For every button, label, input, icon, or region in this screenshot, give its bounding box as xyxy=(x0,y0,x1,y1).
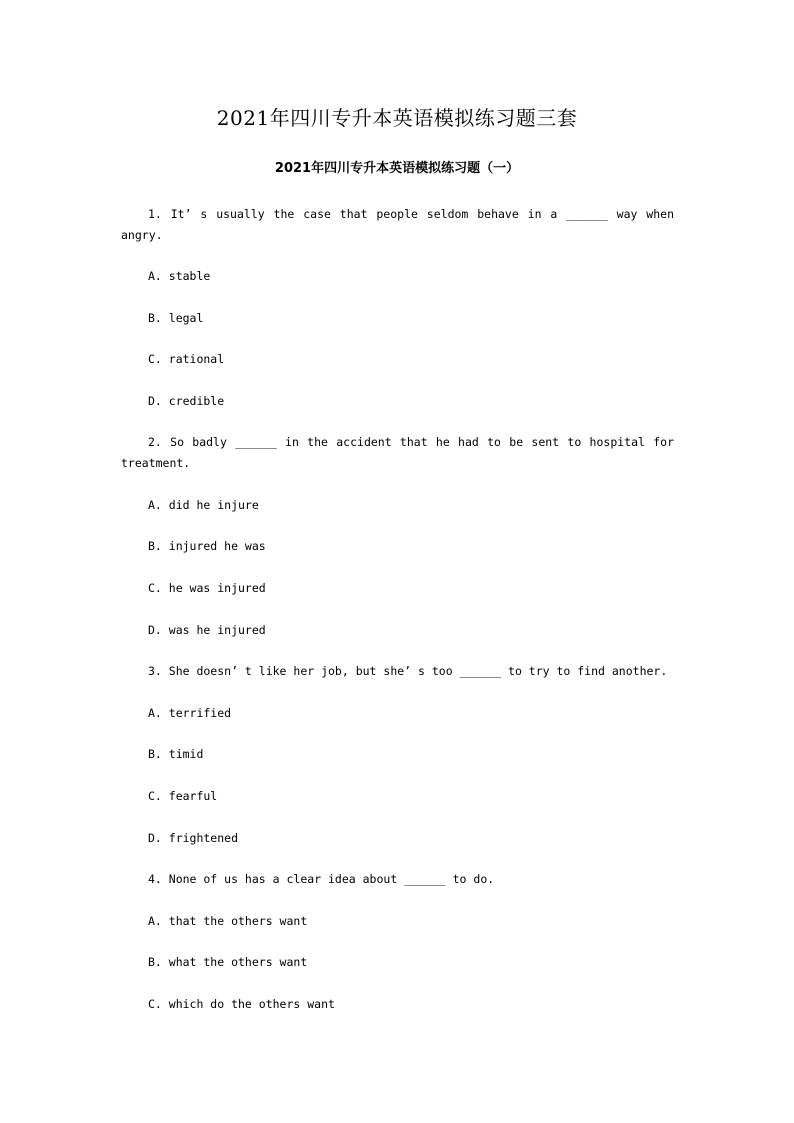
question-3-option-c: C. fearful xyxy=(148,789,218,803)
question-3-option-d: D. frightened xyxy=(148,831,239,845)
question-2-text-continued: treatment. xyxy=(121,456,191,470)
question-4-option-a: A. that the others want xyxy=(148,914,308,928)
question-1-text: 1. It’ s usually the case that people seldom behave in a ______ way when xyxy=(148,207,674,221)
section-title: 2021年四川专升本英语模拟练习题（一） xyxy=(274,161,520,176)
question-2-option-a: A. did he injure xyxy=(148,498,259,512)
question-2-option-d: D. was he injured xyxy=(148,623,266,637)
question-4-text: 4. None of us has a clear idea about ______ to do. xyxy=(148,872,495,886)
question-4-option-c: C. which do the others want xyxy=(148,997,335,1011)
question-3-text: 3. She doesn’ t like her job, but she’ s too ______ to try to find another. xyxy=(148,664,668,678)
question-2-option-c: C. he was injured xyxy=(148,581,266,595)
question-2-text: 2. So badly ______ in the accident that he had to be sent to hospital for xyxy=(148,435,674,449)
document-title: 2021年四川专升本英语模拟练习题三套 xyxy=(216,106,578,130)
question-3-option-a: A. terrified xyxy=(148,706,232,720)
question-1-text-continued: angry. xyxy=(121,228,163,242)
question-1-option-d: D. credible xyxy=(148,394,225,408)
question-4-option-b: B. what the others want xyxy=(148,955,308,969)
question-1-option-a: A. stable xyxy=(148,269,211,283)
question-1-option-b: B. legal xyxy=(148,311,204,325)
question-1-option-c: C. rational xyxy=(148,352,225,366)
question-3-option-b: B. timid xyxy=(148,747,204,761)
question-2-option-b: B. injured he was xyxy=(148,539,266,553)
